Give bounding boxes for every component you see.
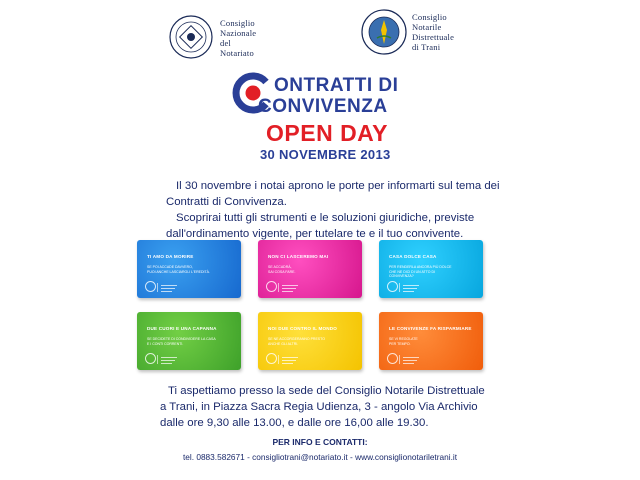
card-body: SE NE ACCORGERANNO PRESTO ANCHE GLI ALTRI. (268, 337, 325, 346)
card-seal-icon (145, 353, 156, 364)
address-line-3: dalle ore 9,30 alle 13.00, e dalle ore 16,00 alle 19.30. (160, 417, 429, 429)
title-contratti-di: ONTRATTI DI (274, 75, 399, 96)
campaign-card (258, 240, 362, 298)
consiglio-nazionale-name: Consiglio Nazionale del Notariato (220, 18, 257, 58)
card-title: DUE CUORI E UNA CAPANNA (147, 326, 217, 331)
title-date: 30 NOVEMBRE 2013 (260, 147, 391, 162)
event-title (222, 72, 422, 164)
card-title: CASA DOLCE CASA (389, 254, 437, 259)
card-body: SE DECIDETE DI CONDIVIDERE LA CASA E I CONTI CORRENTI. (147, 337, 216, 346)
intro-paragraph-1: Il 30 novembre i notai aprono le porte per informarti sul tema dei Contratti di Convivenza. (166, 180, 500, 208)
title-open-day: OPEN DAY (266, 120, 389, 146)
address-line-1: Ti aspettiamo presso la sede del Consiglio Notarile Distrettuale (168, 385, 485, 397)
campaign-cards-grid (137, 240, 483, 372)
campaign-card (379, 240, 483, 298)
card-title: NOI DUE CONTRO IL MONDO (268, 326, 338, 331)
card-org-mark-icon (157, 283, 180, 292)
card-seal-icon (266, 281, 277, 292)
card-body: PER RENDERLA ANCORA PIÙ DOLCE CHE NE DICI DI UN ATTO DI CONVIVENZA? (389, 265, 452, 278)
card-seal-icon (266, 353, 277, 364)
campaign-card (258, 312, 362, 370)
card-title: TI AMO DA MORIRE (147, 254, 194, 259)
consiglio-trani-seal-icon (360, 8, 408, 56)
title-convivenza: CONVIVENZA (258, 96, 388, 117)
card-org-mark-icon (278, 355, 301, 364)
intro-paragraph-2: Scoprirai tutti gli strumenti e le soluzioni giuridiche, previste dall'ordinamento vigente, per tutelare te e il tuo convivente. (166, 212, 475, 240)
intro-text (166, 178, 506, 242)
card-org-mark-icon (157, 355, 180, 364)
contacts-heading: PER INFO E CONTATTI: (272, 437, 368, 447)
contacts-line: tel. 0883.582671 - consigliotrani@notariato.it - www.consiglionotariletrani.it (182, 452, 458, 462)
card-title: LE CONVIVENZE FA RISPARMIARE (389, 326, 472, 331)
campaign-card (137, 240, 241, 298)
card-seal-icon (387, 353, 398, 364)
consiglio-trani-name: Consiglio Notarile Distrettuale di Trani (412, 12, 455, 52)
card-seal-icon (387, 281, 398, 292)
card-body: SE POI ACCADE DAVVERO, PUOI ANCHE LASCIARGLI L'EREDITÀ. (147, 265, 210, 274)
consiglio-nazionale-seal-icon (168, 14, 214, 60)
address-line-2: a Trani, in Piazza Sacra Regia Udienza, 3 - angolo Via Archivio (160, 401, 478, 413)
card-org-mark-icon (399, 355, 422, 364)
campaign-card (379, 312, 483, 370)
card-org-mark-icon (399, 283, 422, 292)
card-seal-icon (145, 281, 156, 292)
card-org-mark-icon (278, 283, 301, 292)
venue-info (160, 383, 500, 431)
card-title: NON CI LASCEREMO MAI (268, 254, 329, 259)
card-body: SE VI REGOLATE PER TEMPO. (389, 337, 418, 346)
campaign-card (137, 312, 241, 370)
card-body: SE ACCADRÀ, SAI COSA FARE. (268, 265, 296, 274)
